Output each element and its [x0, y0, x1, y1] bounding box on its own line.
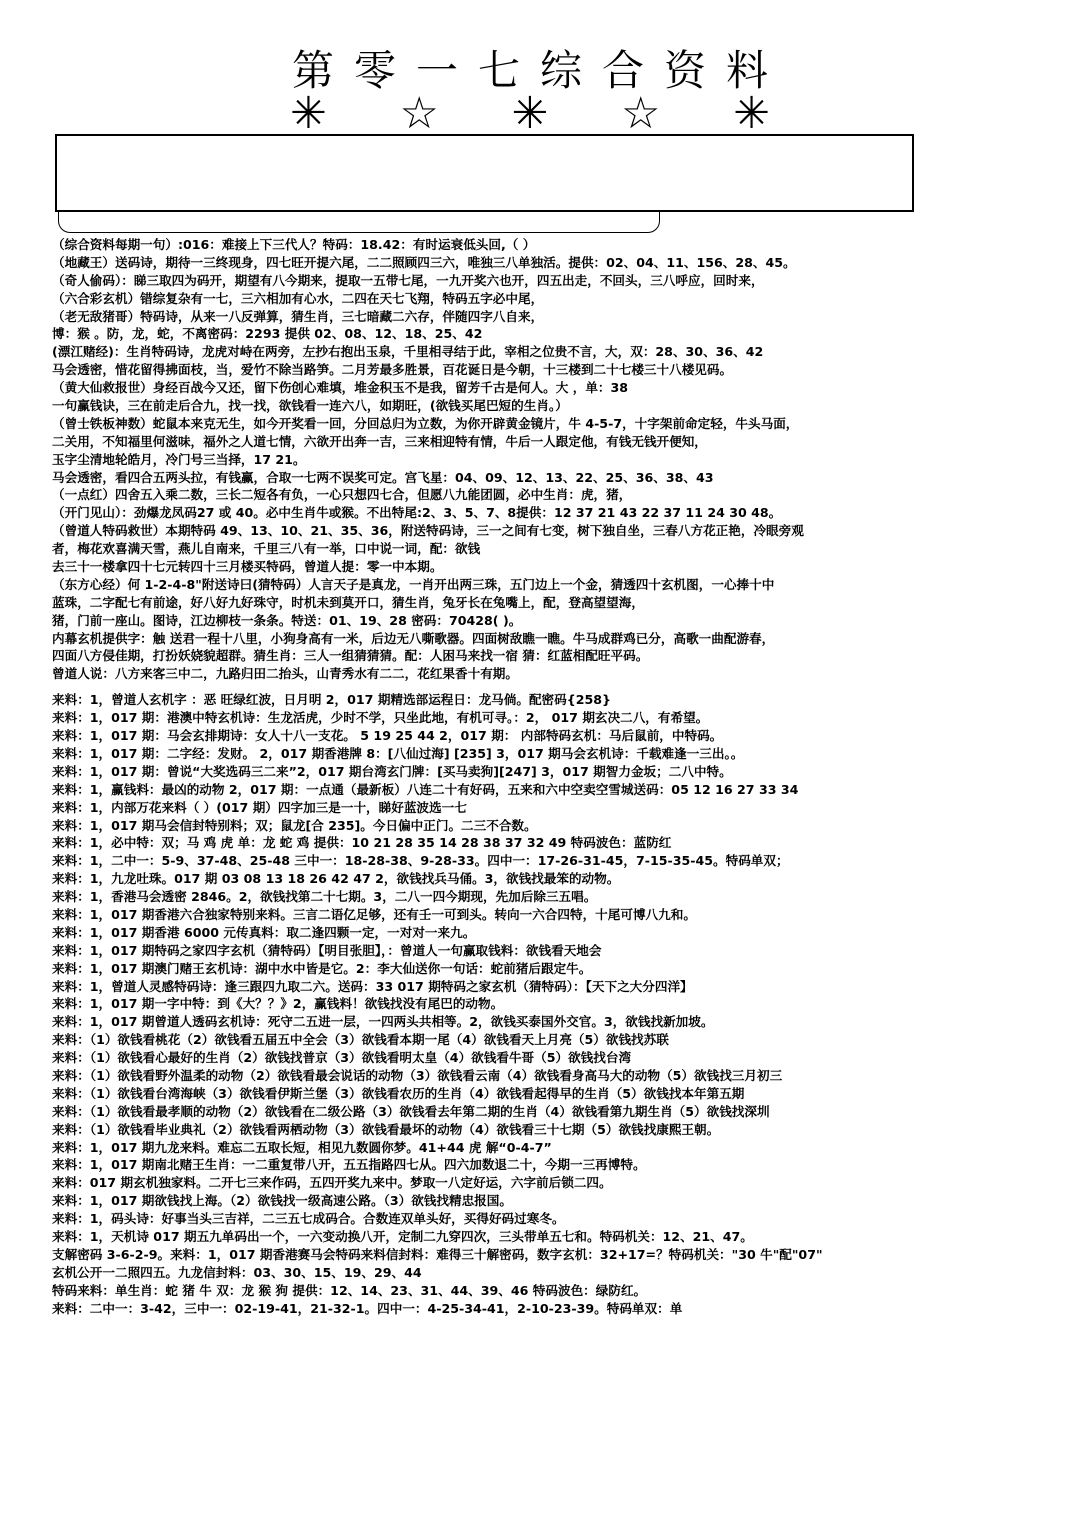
source-line: 来料：1，二中一：5-9、37-48、25-48 三中一：18-28-38、9-28-33。四中一：17-26-31-45，7-15-35-45。特码单双；: [52, 853, 789, 869]
star-decoration-row: [290, 88, 770, 140]
info-line: 玉字尘清地轮皓月，冷门号三当择，17 21。: [52, 451, 306, 467]
source-line: 来料：（1）欲钱看野外温柔的动物（2）欲钱看最会说话的动物（3）欲钱看云南（4）欲钱看身高马大的动物（5）欲钱找三月初三: [52, 1067, 783, 1083]
info-line: （曾士铁板神数）蛇鼠本来克无生，如今开奖看一回，分回总归为立数，为你开辟黄金镜片，牛 4-5-7，十字架前命定轻，牛头马面，: [52, 415, 799, 431]
source-line: 来料：（1）欲钱看最孝顺的动物（2）欲钱看在二级公路（3）欲钱看去年第二期的生肖（4）欲钱看第九期生肖（5）欲钱找深圳: [52, 1103, 770, 1119]
info-line: (漂江赌经)：生肖特码诗，龙虎对峙在两旁，左抄右抱出玉泉，千里相寻结于此，宰相之位贵不言，大，双：28、30、36、42: [52, 344, 764, 360]
source-line: 来料：1，必中特：双；马 鸡 虎 单：龙 蛇 鸡 提供：10 21 28 35 14 28 38 37 32 49 特码波色：蓝防红: [52, 835, 672, 851]
source-line: 来料：1，曾道人玄机字 ：恶 旺绿红波，日月明 2，017 期精选部运程日：龙马倘。配密码{258}: [52, 692, 611, 708]
info-line: 者，梅花欢喜满天雪，燕儿自南来，千里三八有一举，口中说一词，配：欲钱: [52, 541, 481, 557]
info-line: 一句赢钱诀，三在前走后合九，找一找，欲钱看一连六八，如期旺，(欲钱买尾巴短的生肖。）: [52, 398, 568, 414]
source-line: 来料：1，017 期香港六合独家特别来料。三言二语亿足够，还有壬一可到头。转向一六合四特，十尾可博八九和。: [52, 906, 696, 922]
info-line: 马会透密，惜花留得拂面枝，当，爱竹不除当路笋。二月芳最多胜景，百花诞日是今朝，十三楼到二十七楼三十八楼见码。: [52, 362, 733, 378]
asterisk-icon: ✳: [290, 88, 327, 139]
source-line: 来料：1，天机诗 017 期五九单码出一个，一六变动换八开，定制二九穿四次，三头带单五七和。特码机关：12、21、47。: [52, 1228, 753, 1244]
content-body: [52, 236, 1032, 1317]
info-line: 内幕玄机提供字：触 送君一程十八里，小狗身高有一米，后边无八嘶歌器。四面树敌瞧一瞧。牛马成群鸡已分，高歌一曲配游春，: [52, 630, 775, 646]
source-line: 来料：1，017 期：马会玄排期诗：女人十八一支花。 5 19 25 44 2，017 期： 内部特码玄机：马后鼠前，中特码。: [52, 728, 723, 744]
info-line: 去三十一楼拿四十七元转四十三月楼买特码，曾道人提：零一中本期。: [52, 559, 443, 575]
source-line: 来料：1，017 期香港 6000 元传真料：取二逢四颗一定，一对对一来九。: [52, 924, 476, 940]
source-line: 来料：1，017 期南北赌王生肖：一二重复带八开，五五指路四七从。四六加数退二十，今期一三再博特。: [52, 1157, 646, 1173]
source-line: 来料：017 期玄机独家料。二开七三来作码，五四开奖九来中。梦取一八定好运，六字前后锁二四。: [52, 1175, 612, 1191]
info-line: （黄大仙救报世）身经百战今又还，留下伤创心难填，堆金积玉不是我，留芳千古是何人。大 ，单：38: [52, 380, 629, 396]
section-gap: [52, 683, 1032, 691]
info-line: 马会透密，看四合五两头拉，有钱赢，合取一七两不误奖可定。宫飞星：04、09、12、13、22、25、36、38、43: [52, 469, 714, 485]
info-line: （老无敌猪哥）特码诗，从来一八反弹算，猜生肖，三七暗藏二六存，伴随四字八自来，: [52, 308, 544, 324]
source-line: 特码来料：单生肖：蛇 猪 牛 双：龙 猴 狗 提供：12、14、23、31、44、39、46 特码波色：绿防红。: [52, 1282, 647, 1298]
source-line: 来料：1，017 期马会信封特别料；双；鼠龙[合 235]。今日偏中正门。二三不合数。: [52, 817, 537, 833]
source-line: 玄机公开一二照四五。九龙信封料：03、30、15、19、29、44: [52, 1264, 422, 1280]
info-line: 猪，门前一座山。图诗，江边柳枝一条条。特送：01、19、28 密码：70428( )。: [52, 612, 522, 628]
source-line: 来料：1，017 期：曾说“大奖选码三二来”2，017 期台湾玄门牌：[买马卖狗][247] 3，017 期智力金坂；二八中特。: [52, 763, 732, 779]
source-line: 来料：1，曾道人灵感特码诗：逢三跟四九取二六。送码：33 017 期特码之家玄机（猜特码）：【天下之大分四洋】: [52, 978, 693, 994]
info-line: （曾道人特码救世）本期特码 49、13、10、21、35、36，附送特码诗，三一之间有七变，树下独自坐，三春八方花正艳，冷眼旁观: [52, 523, 804, 539]
source-line: 来料：1，017 期九龙来料。难忘二五取长短，相见九数圆你梦。41+44 虎 解“0-4-7”: [52, 1139, 552, 1155]
source-line: 来料：1，内部万花来料（ ）(017 期）四字加三是一十，睇好蓝波选一七: [52, 799, 467, 815]
info-line: 四面八方侵佳期，打扮妖娆貌超群。猜生肖：三人一组猜猜猜。配：人困马来找一宿 猜：红蓝相配旺平码。: [52, 648, 649, 664]
source-line: 来料：1，码头诗：好事当头三吉祥，二三五七成码合。合数连双单头好，买得好码过寒冬。: [52, 1211, 565, 1227]
source-line: 来料：1，赢钱料：最凶的动物 2，017 期：一点通（最新板）八连二十有好码，五来和六中空卖空雪城送码：05 12 16 27 33 34: [52, 781, 799, 797]
page-title: 第零一七综合资料: [291, 46, 788, 95]
source-line: 来料：1，香港马会透密 2846。2，欲钱找第二十七期。3，二八一四今期现，先加后除三五唱。: [52, 889, 597, 905]
source-line: 来料：二中一：3-42，三中一：02-19-41，21-32-1。四中一：4-25-34-41，2-10-23-39。特码单双：单: [52, 1300, 683, 1316]
source-line: 来料：1，017 期：二字经：发财。 2，017 期香港牌 8：[八仙过海] [235] 3，017 期马会玄机诗：千载难逢一三出。。: [52, 745, 744, 761]
star-icon: ☆: [399, 88, 439, 139]
source-line: 来料：1，017 期曾道人透码玄机诗：死守二五进一层，一四两头共相等。2，欲钱买泰国外交官。3，欲钱找新加坡。: [52, 1014, 714, 1030]
info-line: 二关用，不知福里何滋味，福外之人道七情，六欲开出奔一吉，三来相迎特有情，牛后一人跟定他，有钱无钱开便知，: [52, 433, 707, 449]
info-line: （东方心经）何 1-2-4-8"附送诗曰(猜特码）人言天子是真龙，一肖开出两三珠，五门边上一个金，猜透四十玄机图，一心捧十中: [52, 576, 775, 592]
info-line: （开门见山）：劲爆龙凤码27 或 40。必中生肖牛或猴。不出特尾:2、3、5、7、8提供：12 37 21 43 22 37 11 24 30 48。: [52, 505, 782, 521]
source-line: 来料：（1）欲钱看台湾海峡（3）欲钱看伊斯兰堡（3）欲钱看农历的生肖（4）欲钱看起得早的生肖（5）欲钱找本年第五期: [52, 1085, 745, 1101]
info-line: （奇人偷码）：睇三取四为码开，期望有八今期来，提取一五带七尾，一九开奖六也开，四五出走，不回头，三八呼应，回时来，: [52, 272, 764, 288]
source-line: 来料：1，017 期澳门赌王玄机诗：湖中水中皆是它。2：李大仙送你一句话：蛇前猪后跟定牛。: [52, 960, 592, 976]
blank-banner-box: [55, 134, 914, 212]
source-line: 来料：1，017 期一字中特：到《大？？》2，赢钱料！欲钱找没有尾巴的动物。: [52, 996, 504, 1012]
info-line: 蓝珠，二字配七有前途，好八好九好珠守，时机未到莫开口，猜生肖，兔牙长在兔嘴上，配，登高望望海，: [52, 594, 644, 610]
source-line: 来料：（1）欲钱看毕业典礼（2）欲钱看两栖动物（3）欲钱看最坏的动物（4）欲钱看三十七期（5）欲钱找康熙王朝。: [52, 1121, 720, 1137]
info-line: （一点红）四舍五入乘二数，三长二短各有负，一心只想四七合，但愿八九能团圆，必中生肖：虎，猪，: [52, 487, 632, 503]
source-line: 来料：1，九龙吐珠。017 期 03 08 13 18 26 42 47 2，欲钱找兵马俑。3，欲钱找最笨的动物。: [52, 871, 620, 887]
bracket-decoration: [58, 210, 660, 233]
info-line: 曾道人说：八方来客三中二，九路归田二抬头，山青秀水有二二，花红果香十有期。: [52, 666, 518, 682]
source-line: 来料：1，017 期特码之家四字玄机（猜特码）【明目张胆】，：曾道人一句赢取钱料：欲钱看天地会: [52, 942, 602, 958]
source-line: 来料：1，017 期欲钱找上海。（2）欲钱找一级高速公路。（3）欲钱找精忠报国。: [52, 1193, 512, 1209]
source-line: 来料：（1）欲钱看桃花（2）欲钱看五届五中全会（3）欲钱看本期一尾（4）欲钱看天上月亮（5）欲钱找苏联: [52, 1032, 669, 1048]
asterisk-icon: ✳: [511, 88, 549, 139]
asterisk-icon: ✳: [733, 88, 770, 139]
info-line: （地藏王）送码诗，期待一三终现身，四七旺开提六尾，二二照顾四三六，唯独三八单独活。提供：02、04、11、156、28、45。: [52, 254, 796, 270]
info-line: 博：猴 。防，龙，蛇，不离密码：2293 提供 02、08、12、18、25、42: [52, 326, 483, 342]
star-icon: ☆: [621, 88, 661, 139]
info-line: （综合资料每期一句）:016：难接上下三代人？特码：18.42：有时运衰低头回,（ ）: [52, 237, 536, 252]
source-line: 来料：（1）欲钱看心最好的生肖（2）欲钱找普京（3）欲钱看明太皇（4）欲钱看牛哥（5）欲钱找台湾: [52, 1050, 632, 1066]
source-line: 支解密码 3-6-2-9。来料：1，017 期香港赛马会特码来料信封料：难得三十解密码，数字玄机：32+17=？特码机关："30 牛"配"07": [52, 1246, 823, 1262]
info-line: （六合彩玄机）错综复杂有一七，三六相加有心水，二四在天七飞翔，特码五字必中尾，: [52, 290, 544, 306]
source-line: 来料：1，017 期：港澳中特玄机诗：生龙活虎，少时不学，只坐此地，有机可寻。：2， 017 期玄决二八，有希望。: [52, 710, 709, 726]
